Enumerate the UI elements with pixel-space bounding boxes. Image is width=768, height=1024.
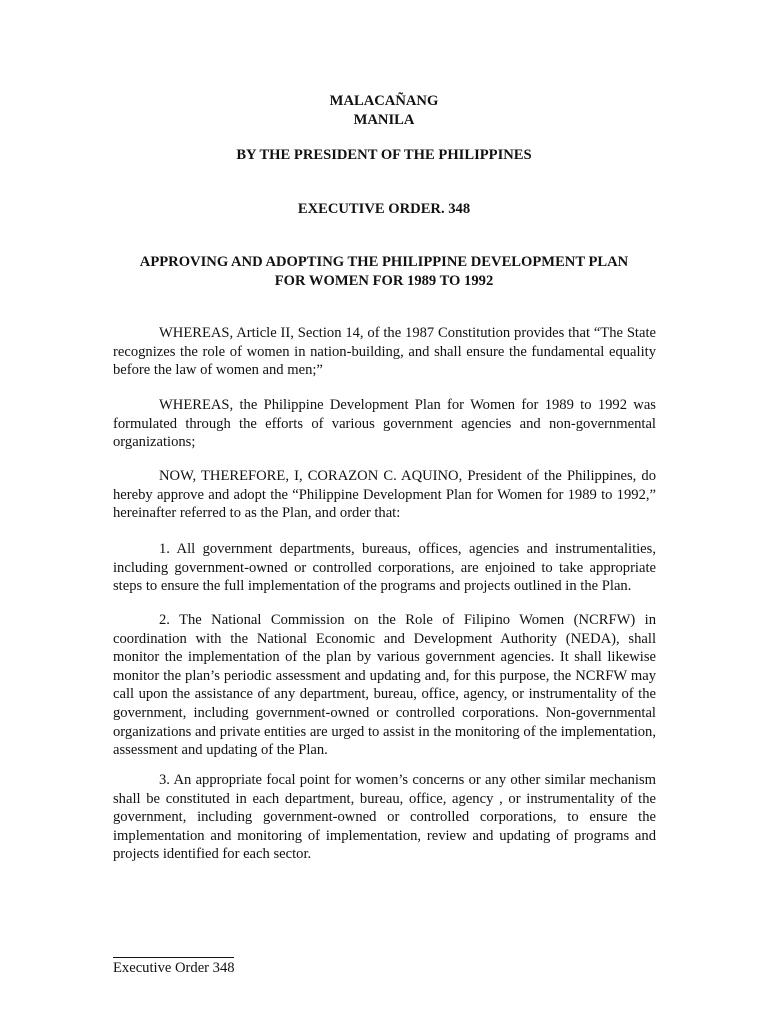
order-number: EXECUTIVE ORDER. 348 xyxy=(297,201,471,217)
paragraph-section-2 xyxy=(113,611,656,760)
order-title xyxy=(113,253,655,291)
paragraph-text: WHEREAS, Article II, Section 14, of the 1987 Constitution provides that “The State recognizes the role of women in nation-building, and shall ensure the fundamental equality before the law of women and men;” xyxy=(113,325,656,379)
paragraph-whereas-constitution xyxy=(113,324,656,380)
order-title-line-2: FOR WOMEN FOR 1989 TO 1992 xyxy=(274,273,494,289)
paragraph-section-3 xyxy=(113,771,656,864)
order-title-line-1: APPROVING AND ADOPTING THE PHILIPPINE DEVELOPMENT PLAN xyxy=(139,254,629,270)
footnote-divider xyxy=(113,957,234,958)
paragraph-section-1 xyxy=(113,540,656,596)
letterhead xyxy=(113,92,655,130)
paragraph-text: 2. The National Commission on the Role of Filipino Women (NCRFW) in coordination with the National Economic and Development Authority (NEDA), shall monitor the implementation of the plan by various government agencies. It shall likewise monitor the plan’s periodic assessment and updating and, for this purpose, the NCRFW may call upon the assistance of any department, bureau, office, agency, or instrumentality of the government, including government-owned or controlled corporations. Non-governmental organizations and private entities are urged to assist in the monitoring of the implementation, assessment and updating of the Plan. xyxy=(113,612,656,759)
paragraph-text: NOW, THEREFORE, I, CORAZON C. AQUINO, President of the Philippines, do hereby approve and adopt the “Philippine Development Plan for Women for 1989 to 1992,” hereinafter referred to as the Plan, and order that: xyxy=(113,468,656,522)
paragraph-whereas-plan xyxy=(113,396,656,452)
city-name: MANILA xyxy=(353,112,415,128)
paragraph-text: 1. All government departments, bureaus, offices, agencies and instrumentalities, including government-owned or controlled corporations, are enjoined to take appropriate steps to ensure the full implementation of the programs and projects outlined in the Plan. xyxy=(113,541,656,595)
footnote: Executive Order 348 xyxy=(113,960,235,976)
paragraph-now-therefore xyxy=(113,467,656,523)
paragraph-text: 3. An appropriate focal point for women’s concerns or any other similar mechanism shall be constituted in each department, bureau, office, agency , or instrumentality of the government, including government-owned or controlled corporations, to ensure the implementation and monitoring of implementation, review and updating of programs and projects identified for each sector. xyxy=(113,772,656,863)
issuer-line: BY THE PRESIDENT OF THE PHILIPPINES xyxy=(236,147,532,163)
palace-name: MALACAÑANG xyxy=(329,93,439,109)
paragraph-text: WHEREAS, the Philippine Development Plan for Women for 1989 to 1992 was formulated through the efforts of various government agencies and non-governmental organizations; xyxy=(113,397,656,451)
